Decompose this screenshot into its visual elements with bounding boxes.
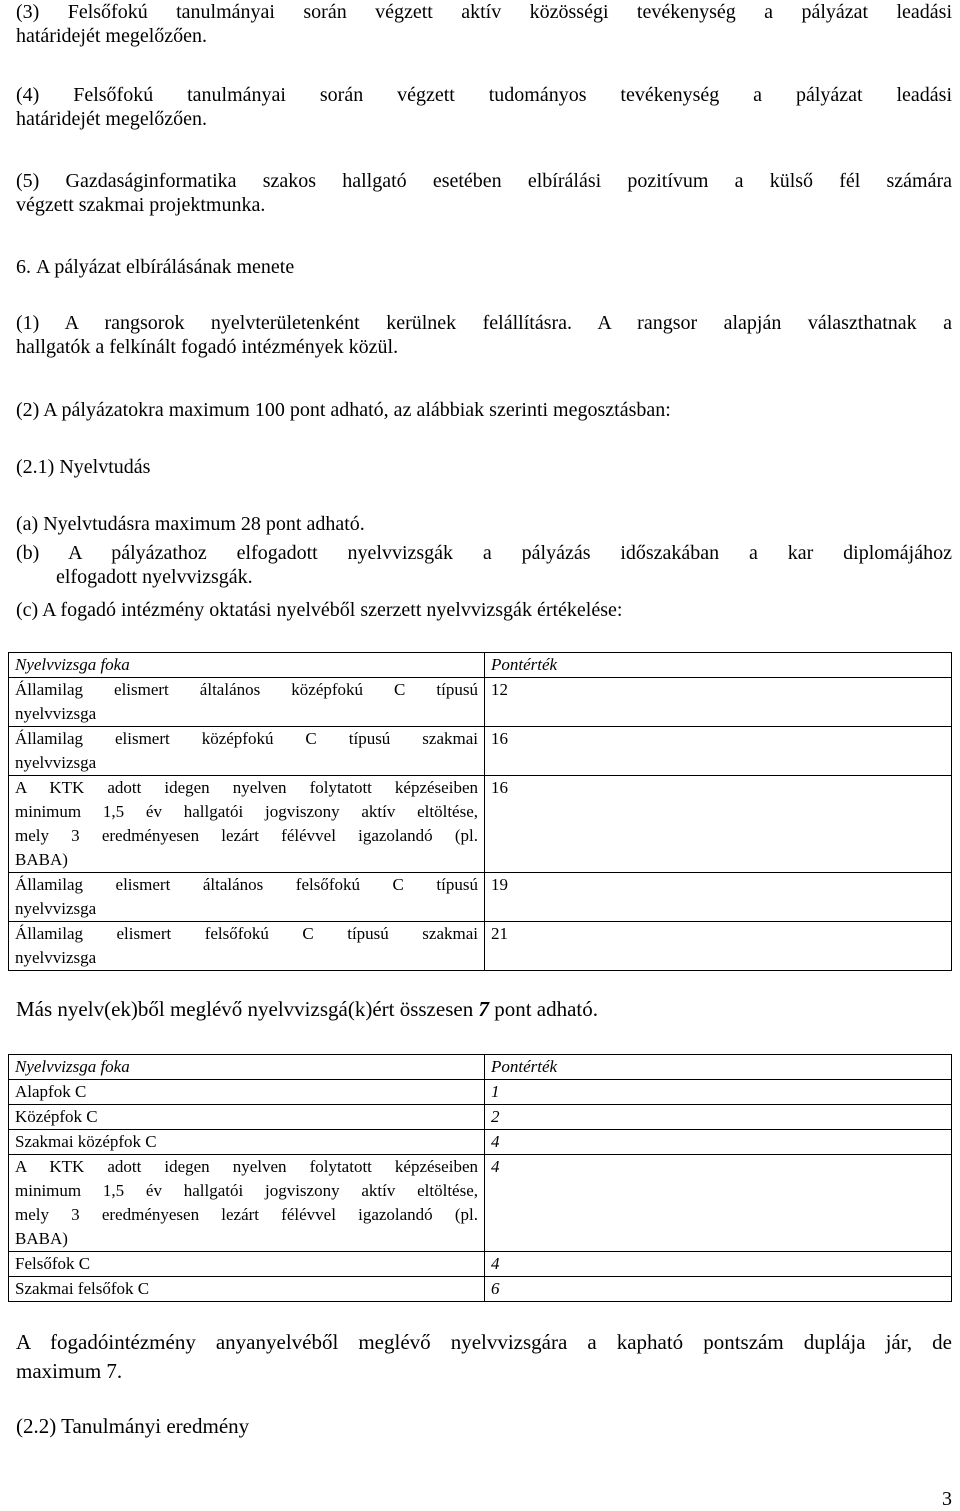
other-languages-text: Más nyelv(ek)ből meglévő nyelvvizsgá(k)ért összesen	[16, 997, 474, 1021]
table-row	[9, 922, 952, 971]
item-c: (c) A fogadó intézmény oktatási nyelvéből szerzett nyelvvizsgák értékelése:	[16, 599, 623, 621]
table-header-row	[9, 1055, 952, 1080]
table-cell-level	[9, 727, 485, 776]
cell-line: minimum 1,5 év hallgatói jogviszony aktív eltöltése,	[15, 1181, 478, 1200]
table-cell-level: Szakmai felsőfok C	[9, 1277, 485, 1302]
paragraph-5-line-2: végzett szakmai projektmunka.	[16, 194, 266, 216]
table-cell-level: Szakmai középfok C	[9, 1130, 485, 1155]
table-cell-level: Felsőfok C	[9, 1252, 485, 1277]
other-languages-suffix: pont adható.	[494, 997, 599, 1021]
table-header-row	[9, 653, 952, 678]
cell-line: BABA)	[15, 1229, 68, 1248]
paragraph-3-line-2: határidejét megelőzően.	[16, 25, 208, 47]
cell-line: nyelvvizsga	[15, 753, 97, 772]
table-cell-points: 16	[485, 776, 952, 873]
table-header-points: Pontérték	[485, 1055, 952, 1080]
language-exam-table-1	[8, 652, 952, 971]
table-cell-level	[9, 678, 485, 727]
table-cell-points: 1	[485, 1080, 952, 1105]
other-languages-points: 7	[478, 997, 489, 1021]
rule-1-line-2: hallgatók a felkínált fogadó intézmények közül.	[16, 336, 399, 358]
table-cell-level: Középfok C	[9, 1105, 485, 1130]
item-a: (a) Nyelvtudásra maximum 28 pont adható.	[16, 513, 365, 535]
table-cell-points: 4	[485, 1252, 952, 1277]
rule-2: (2) A pályázatokra maximum 100 pont adható, az alábbiak szerinti megosztásban:	[16, 399, 671, 421]
cell-line: nyelvvizsga	[15, 899, 97, 918]
table-row	[9, 1080, 952, 1105]
table-cell-points: 4	[485, 1130, 952, 1155]
cell-line: Államilag elismert középfokú C típusú szakmai	[15, 729, 478, 748]
table-header-points: Pontérték	[485, 653, 952, 678]
table-cell-points: 19	[485, 873, 952, 922]
cell-line: Államilag elismert általános felsőfokú C típusú	[15, 875, 478, 894]
rule-1-line-1: (1) A rangsorok nyelvterületenként kerülnek felállításra. A rangsor alapján választhatnak a	[16, 312, 952, 334]
page-number: 3	[942, 1488, 952, 1510]
table-row	[9, 727, 952, 776]
table-row	[9, 1252, 952, 1277]
cell-line: Államilag elismert általános középfokú C típusú	[15, 680, 478, 699]
paragraph-3	[16, 0, 952, 48]
cell-line: mely 3 eredményesen lezárt félévvel igazolandó (pl.	[15, 826, 478, 845]
table-cell-points: 2	[485, 1105, 952, 1130]
item-b-line-2: elfogadott nyelvvizsgák.	[56, 566, 253, 588]
paragraph-3-line-1: (3) Felsőfokú tanulmányai során végzett aktív közösségi tevékenység a pályázat leadási	[16, 1, 952, 23]
table-row	[9, 1155, 952, 1252]
paragraph-4-line-1: (4) Felsőfokú tanulmányai során végzett tudományos tevékenység a pályázat leadási	[16, 84, 952, 106]
table-cell-points: 21	[485, 922, 952, 971]
rule-1	[16, 311, 952, 359]
closing-line-2: maximum 7.	[16, 1359, 123, 1383]
table-cell-level	[9, 1155, 485, 1252]
cell-line: minimum 1,5 év hallgatói jogviszony aktív eltöltése,	[15, 802, 478, 821]
paragraph-4-line-2: határidejét megelőzően.	[16, 108, 208, 130]
item-b-line-1: (b) A pályázathoz elfogadott nyelvvizsgák a pályázás időszakában a kar diplomájához	[16, 542, 952, 564]
table-row	[9, 1105, 952, 1130]
table-cell-points: 6	[485, 1277, 952, 1302]
table-header-level: Nyelvvizsga foka	[9, 1055, 485, 1080]
table-cell-points: 16	[485, 727, 952, 776]
paragraph-5	[16, 169, 952, 217]
table-cell-level	[9, 776, 485, 873]
cell-line: mely 3 eredményesen lezárt félévvel igazolandó (pl.	[15, 1205, 478, 1224]
paragraph-5-line-1: (5) Gazdaságinformatika szakos hallgató esetében elbírálási pozitívum a külső fél számára	[16, 170, 952, 192]
cell-line: nyelvvizsga	[15, 704, 97, 723]
table-cell-points: 12	[485, 678, 952, 727]
language-exam-table-2	[8, 1054, 952, 1302]
table-row	[9, 1277, 952, 1302]
cell-line: Államilag elismert felsőfokú C típusú szakmai	[15, 924, 478, 943]
table-row	[9, 678, 952, 727]
closing-paragraph	[16, 1328, 952, 1386]
cell-line: nyelvvizsga	[15, 948, 97, 967]
cell-line: A KTK adott idegen nyelven folytatott képzéseiben	[15, 778, 478, 797]
paragraph-4	[16, 83, 952, 131]
section-6-title: A pályázat elbírálásának menete	[36, 256, 295, 278]
subsection-2-2: (2.2) Tanulmányi eredmény	[16, 1414, 250, 1438]
item-b	[16, 541, 952, 589]
other-languages-note	[16, 997, 952, 1021]
section-6-heading	[16, 255, 294, 279]
table-cell-level	[9, 873, 485, 922]
subsection-2-1: (2.1) Nyelvtudás	[16, 456, 151, 478]
table-row	[9, 873, 952, 922]
cell-line: A KTK adott idegen nyelven folytatott képzéseiben	[15, 1157, 478, 1176]
table-row	[9, 1130, 952, 1155]
cell-line: BABA)	[15, 850, 68, 869]
table-header-level: Nyelvvizsga foka	[9, 653, 485, 678]
table-cell-level	[9, 922, 485, 971]
closing-line-1: A fogadóintézmény anyanyelvéből meglévő nyelvvizsgára a kapható pontszám duplája jár, de	[16, 1330, 952, 1354]
table-cell-level: Alapfok C	[9, 1080, 485, 1105]
table-row	[9, 776, 952, 873]
section-6-number: 6.	[16, 256, 31, 278]
table-cell-points: 4	[485, 1155, 952, 1252]
